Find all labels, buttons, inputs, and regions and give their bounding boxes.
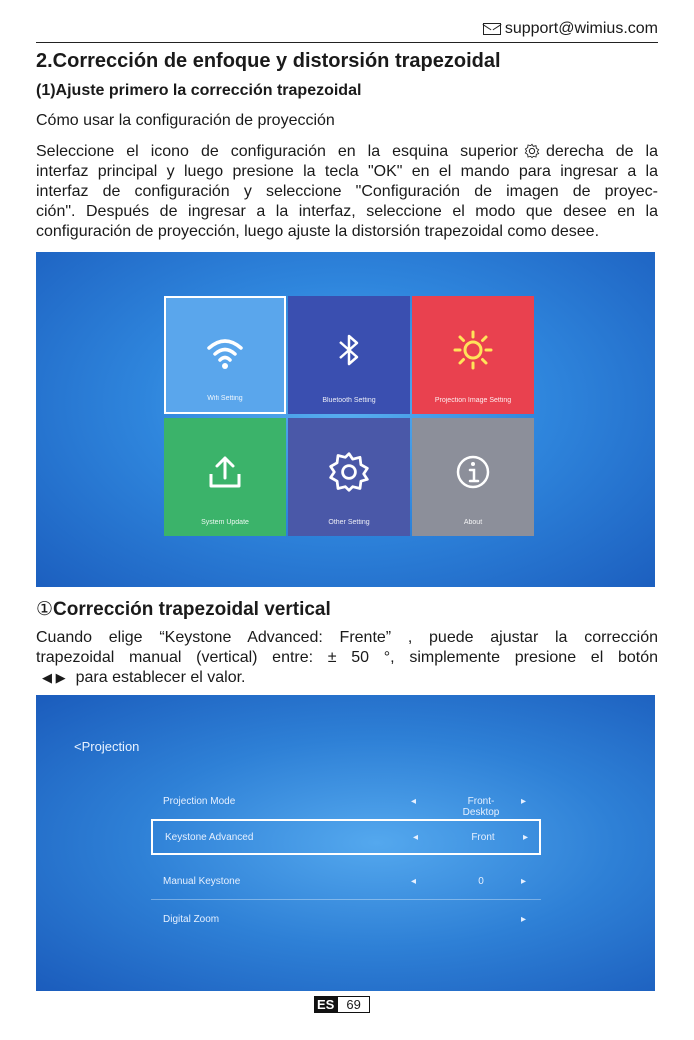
mail-icon <box>483 23 501 35</box>
settings-screenshot <box>36 252 655 587</box>
row-name: Manual Keystone <box>163 876 241 887</box>
para1-line4: ción". Después de ingresar a la interfaz, seleccione el modo que desee en la <box>36 203 658 220</box>
right-arrow-icon[interactable]: ▸ <box>521 914 527 925</box>
upload-icon <box>203 450 247 494</box>
tile-other-setting[interactable] <box>288 418 410 536</box>
menu-row-keystone-advanced[interactable] <box>151 819 541 855</box>
para1-line3: interfaz de configuración y seleccione "Configuración de imagen de proyec- <box>36 183 658 200</box>
section-title: Corrección trapezoidal vertical <box>53 599 331 620</box>
page-header <box>483 20 658 38</box>
tile-system-update[interactable] <box>164 418 286 536</box>
tile-projection-image-setting[interactable] <box>412 296 534 414</box>
support-email: support@wimius.com <box>504 20 658 37</box>
tile-bluetooth-setting[interactable] <box>288 296 410 414</box>
info-icon <box>451 450 495 494</box>
tile-label: Projection Image Setting <box>434 397 512 404</box>
subtitle: (1)Ajuste primero la corrección trapezoidal <box>36 82 362 99</box>
tile-label: Bluetooth Setting <box>322 397 376 404</box>
bluetooth-icon <box>327 328 371 372</box>
para2-line1: Cuando elige “Keystone Advanced: Frente” , puede ajustar la corrección <box>36 629 658 646</box>
tile-about[interactable] <box>412 418 534 536</box>
row-name: Digital Zoom <box>163 914 220 925</box>
projection-screenshot <box>36 695 655 991</box>
left-arrow-icon[interactable]: ◂ <box>411 876 417 887</box>
projection-title: <Projection <box>74 739 140 754</box>
page-number: 69 <box>337 996 369 1013</box>
header-rule <box>36 42 658 43</box>
page-title: 2.Corrección de enfoque y distorsión trapezoidal <box>36 50 501 72</box>
right-arrow-icon[interactable]: ▸ <box>523 832 529 843</box>
para1-line1 <box>36 142 658 162</box>
menu-row-digital-zoom[interactable] <box>151 903 541 937</box>
left-right-arrows: ◀ ▶ <box>42 670 66 685</box>
row-value: Front <box>471 832 495 843</box>
row-name: Keystone Advanced <box>165 832 254 843</box>
sun-icon <box>451 328 495 372</box>
para2-line3-text: para establecer el valor. <box>75 669 246 686</box>
section-heading <box>36 598 331 621</box>
tile-label: System Update <box>201 519 249 526</box>
wifi-icon <box>203 330 247 374</box>
row-name: Projection Mode <box>163 796 236 807</box>
left-arrow-icon[interactable]: ◂ <box>413 832 419 843</box>
page-footer <box>314 996 370 1013</box>
para1-line1b: derecha de la <box>545 143 658 160</box>
tile-label: Wifi Setting <box>207 395 243 402</box>
row-value: Front-Desktop <box>462 796 500 818</box>
section-number: ① <box>36 599 54 620</box>
para1-line1a: Seleccione el icono de configuración en la esquina superior <box>36 143 518 160</box>
tile-label: Other Setting <box>328 519 370 526</box>
tile-label: About <box>463 519 483 526</box>
tile-wifi-setting[interactable] <box>164 296 286 414</box>
menu-row-manual-keystone[interactable] <box>151 865 541 900</box>
right-arrow-icon[interactable]: ▸ <box>521 796 527 807</box>
para2-line3 <box>36 668 658 688</box>
row-value: 0 <box>478 876 484 887</box>
language-badge: ES <box>314 996 337 1013</box>
left-arrow-icon[interactable]: ◂ <box>411 796 417 807</box>
right-arrow-icon[interactable]: ▸ <box>521 876 527 887</box>
intro-text: Cómo usar la configuración de proyección <box>36 112 335 129</box>
para1-line5: configuración de proyección, luego ajuste la distorsión trapezoidal como desee. <box>36 223 600 240</box>
menu-row-projection-mode[interactable] <box>151 785 541 820</box>
para1-line2: interfaz principal y luego presione la tecla "OK" en el mando para ingresar a la <box>36 163 658 180</box>
gear-icon <box>327 450 371 494</box>
para2-line2: trapezoidal manual (vertical) entre: ± 50 °, simplemente presione el botón <box>36 649 658 666</box>
gear-icon <box>524 143 540 159</box>
